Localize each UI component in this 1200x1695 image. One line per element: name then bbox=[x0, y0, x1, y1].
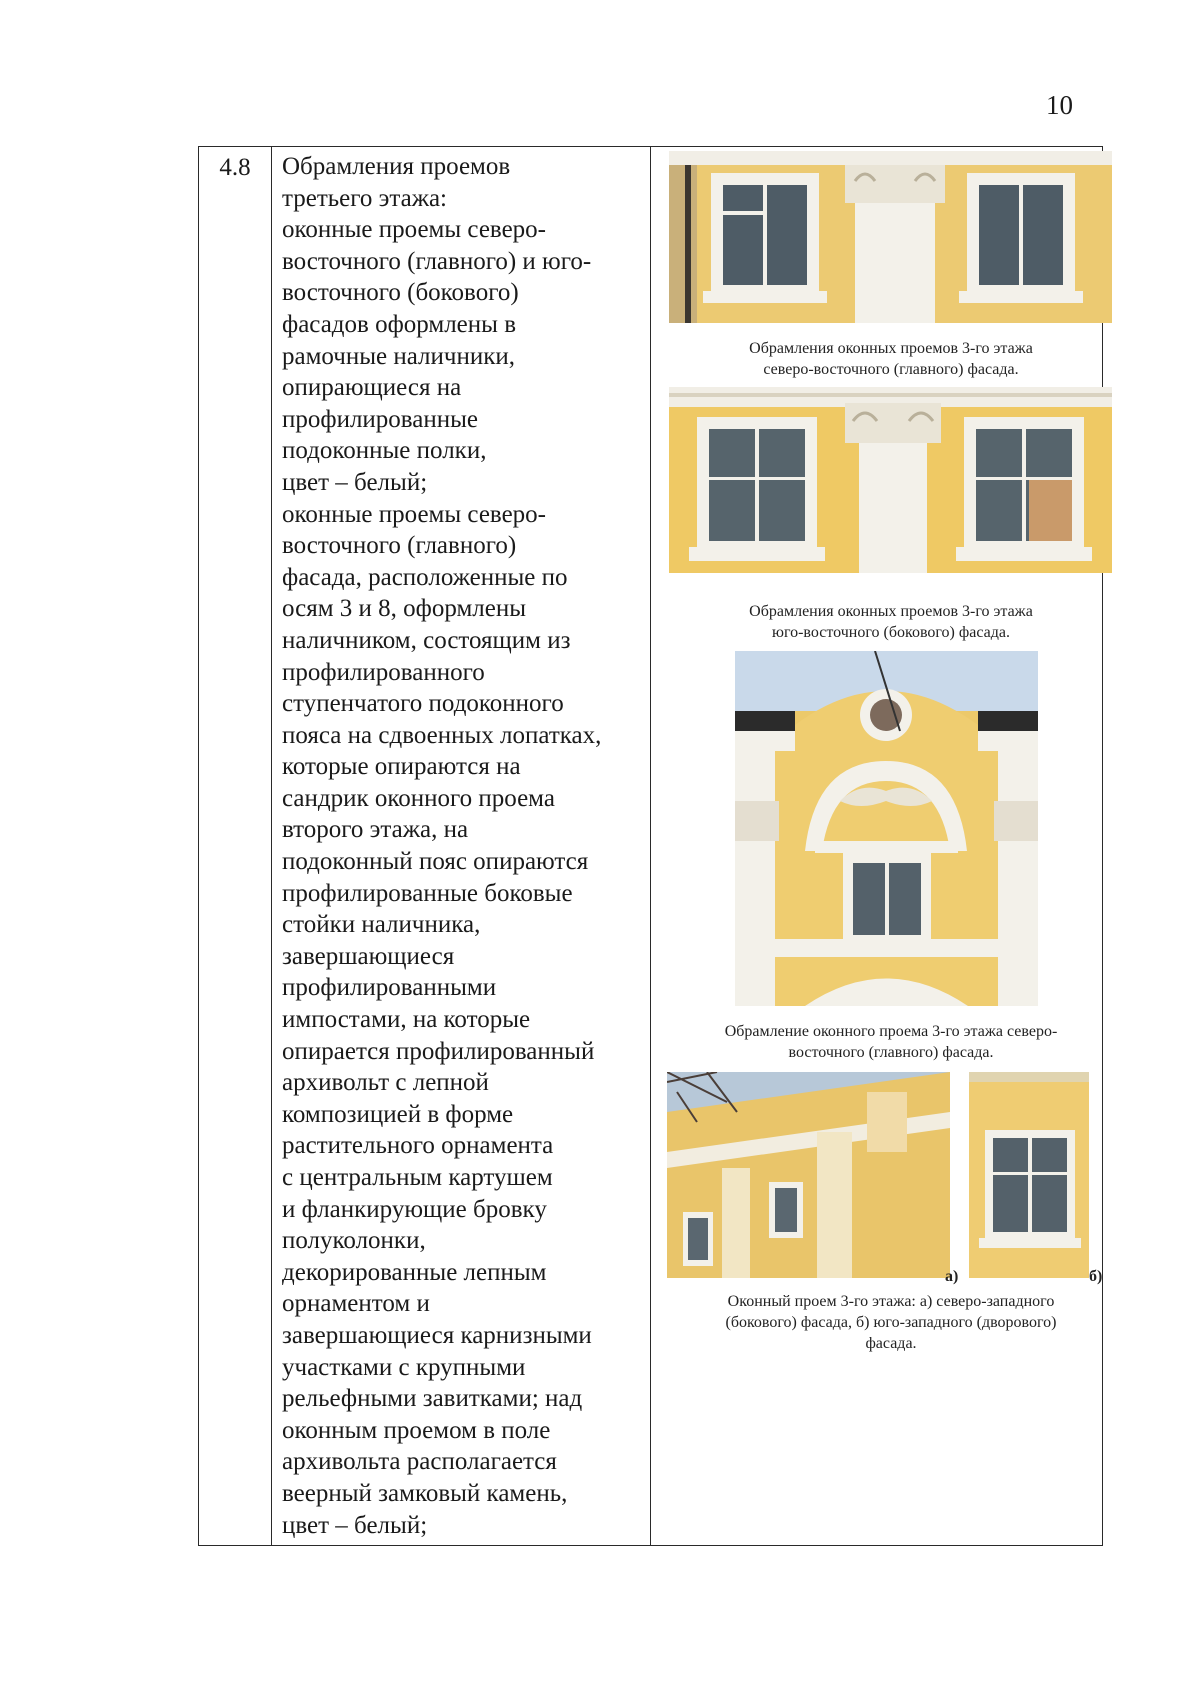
description-line: фасада, расположенные по bbox=[282, 563, 568, 591]
photo4-caption bbox=[661, 1291, 1121, 1354]
description-line: оконные проемы северо- bbox=[282, 500, 547, 528]
description-line: которые опираются на bbox=[282, 753, 521, 781]
description-line: Обрамления проемов bbox=[282, 153, 511, 180]
description-line: завершающиеся bbox=[282, 942, 455, 970]
caption-line: фасада. bbox=[865, 1335, 917, 1352]
description-line: профилированными bbox=[282, 974, 497, 1002]
photo4-label-a: а) bbox=[945, 1268, 959, 1285]
caption-line: Обрамление оконного проема 3-го этажа северо- bbox=[724, 1023, 1058, 1040]
description-line: профилированные bbox=[282, 405, 479, 433]
description-line: опирается профилированный bbox=[282, 1037, 595, 1065]
photo-northwest-facade-window bbox=[667, 1072, 950, 1278]
caption-line: Оконный проем 3-го этажа: а) северо-западного bbox=[727, 1293, 1055, 1310]
description-line: осям 3 и 8, оформлены bbox=[282, 595, 527, 623]
description-line: полуколонки, bbox=[282, 1227, 426, 1255]
description-line: наличником, состоящим из bbox=[282, 626, 571, 654]
register-table bbox=[198, 146, 1103, 1546]
photo3-caption bbox=[661, 1021, 1121, 1063]
description-line: оконным проемом в поле bbox=[282, 1416, 551, 1444]
photo4-label-b: б) bbox=[1089, 1268, 1103, 1285]
photo2-caption bbox=[661, 601, 1121, 643]
description-line: профилированного bbox=[282, 658, 485, 686]
photo-northeast-facade-windows bbox=[669, 151, 1112, 323]
row-description bbox=[272, 147, 651, 1546]
description-line: третьего этажа: bbox=[282, 184, 448, 212]
description-line: завершающиеся карнизными bbox=[282, 1321, 592, 1349]
description-line: оконные проемы северо- bbox=[282, 216, 547, 244]
description-line: композицией в форме bbox=[282, 1100, 514, 1128]
description-line: с центральным картушем bbox=[282, 1164, 553, 1191]
description-line: восточного (главного) и юго- bbox=[282, 247, 592, 275]
table-row bbox=[199, 147, 1103, 1546]
description-line: и фланкирующие бровку bbox=[282, 1195, 547, 1223]
description-line: профилированные боковые bbox=[282, 879, 573, 907]
photo1-caption bbox=[661, 338, 1121, 380]
description-line: цвет – белый; bbox=[282, 1511, 428, 1539]
photo-northeast-facade-arched-window bbox=[735, 651, 1038, 1006]
caption-line: (бокового) фасада, б) юго-западного (дворового) bbox=[725, 1314, 1057, 1331]
description-line: цвет – белый; bbox=[282, 468, 428, 496]
caption-line: северо-восточного (главного) фасада. bbox=[763, 361, 1019, 378]
description-line: второго этажа, на bbox=[282, 816, 469, 844]
description-line: сандрик оконного проема bbox=[282, 784, 555, 812]
photo-southeast-facade-windows bbox=[669, 387, 1112, 573]
description-text bbox=[282, 151, 646, 1541]
description-line: восточного (бокового) bbox=[282, 279, 519, 307]
description-line: декорированные лепным bbox=[282, 1258, 547, 1286]
description-line: орнаментом и bbox=[282, 1290, 430, 1318]
caption-line: Обрамления оконных проемов 3-го этажа bbox=[749, 340, 1033, 357]
description-line: архивольт с лепной bbox=[282, 1069, 489, 1097]
description-line: опирающиеся на bbox=[282, 374, 462, 402]
photo-column bbox=[651, 147, 1103, 1546]
description-line: стойки наличника, bbox=[282, 911, 481, 939]
caption-line: Обрамления оконных проемов 3-го этажа bbox=[749, 603, 1033, 620]
row-number: 4.8 bbox=[199, 147, 272, 1546]
description-line: рельефными завитками; над bbox=[282, 1385, 583, 1413]
description-line: рамочные наличники, bbox=[282, 342, 516, 370]
description-line: подоконный пояс опираются bbox=[282, 848, 589, 876]
description-line: участками с крупными bbox=[282, 1353, 526, 1381]
photo-southwest-courtyard-window bbox=[969, 1072, 1089, 1278]
description-line: импостами, на которые bbox=[282, 1006, 531, 1034]
description-line: пояса на сдвоенных лопатках, bbox=[282, 721, 602, 749]
description-line: веерный замковый камень, bbox=[282, 1479, 568, 1507]
description-line: подоконные полки, bbox=[282, 437, 487, 465]
description-line: растительного орнамента bbox=[282, 1132, 554, 1160]
page-number: 10 bbox=[1046, 90, 1073, 120]
caption-line: восточного (главного) фасада. bbox=[788, 1044, 994, 1061]
description-line: восточного (главного) bbox=[282, 532, 517, 560]
description-line: ступенчатого подоконного bbox=[282, 690, 564, 718]
description-line: архивольта располагается bbox=[282, 1448, 557, 1476]
caption-line: юго-восточного (бокового) фасада. bbox=[771, 624, 1010, 641]
description-line: фасадов оформлены в bbox=[282, 310, 517, 338]
